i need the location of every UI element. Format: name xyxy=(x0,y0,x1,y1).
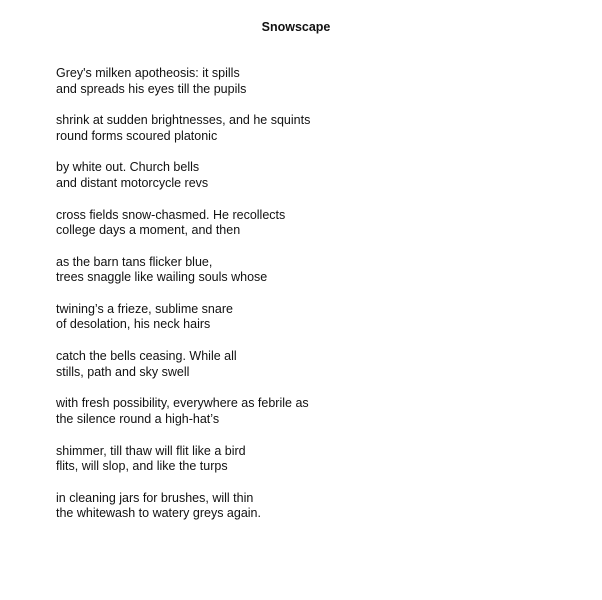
poem-title: Snowscape xyxy=(261,20,331,34)
stanza xyxy=(56,491,556,538)
poem-line: the silence round a high-hat’s xyxy=(56,411,220,426)
poem-line: shrink at sudden brightnesses, and he squints xyxy=(56,113,311,128)
stanza xyxy=(56,444,556,491)
poem-line: by white out. Church bells xyxy=(56,160,200,175)
poem-line: of desolation, his neck hairs xyxy=(56,317,211,332)
poem-line: and spreads his eyes till the pupils xyxy=(56,81,247,96)
poem-line: Grey's milken apotheosis: it spills xyxy=(56,66,240,80)
poem-line: twining’s a frieze, sublime snare xyxy=(56,301,233,316)
poem-line: stills, path and sky swell xyxy=(56,364,190,379)
stanza xyxy=(56,302,556,349)
poem-line: catch the bells ceasing. While all xyxy=(56,349,237,364)
stanza xyxy=(56,396,556,443)
poem-line: trees snaggle like wailing souls whose xyxy=(56,270,268,285)
poem-line: the whitewash to watery greys again. xyxy=(56,506,261,521)
stanza xyxy=(56,160,556,207)
poem-line: and distant motorcycle revs xyxy=(56,175,209,190)
stanza xyxy=(56,255,556,302)
poem-line: shimmer, till thaw will flit like a bird xyxy=(56,443,246,458)
poem-line: flits, will slop, and like the turps xyxy=(56,459,228,473)
poem-line: as the barn tans flicker blue, xyxy=(56,254,213,269)
poem-body xyxy=(56,66,556,538)
poem-line: in cleaning jars for brushes, will thin xyxy=(56,490,254,505)
poem-line: college days a moment, and then xyxy=(56,223,241,238)
stanza xyxy=(56,113,556,160)
poem-line: round forms scoured platonic xyxy=(56,128,218,143)
poem-line: cross fields snow-chasmed. He recollects xyxy=(56,207,286,222)
stanza xyxy=(56,208,556,255)
stanza xyxy=(56,349,556,396)
poem-line: with fresh possibility, everywhere as febrile as xyxy=(56,396,309,411)
stanza xyxy=(56,66,556,113)
